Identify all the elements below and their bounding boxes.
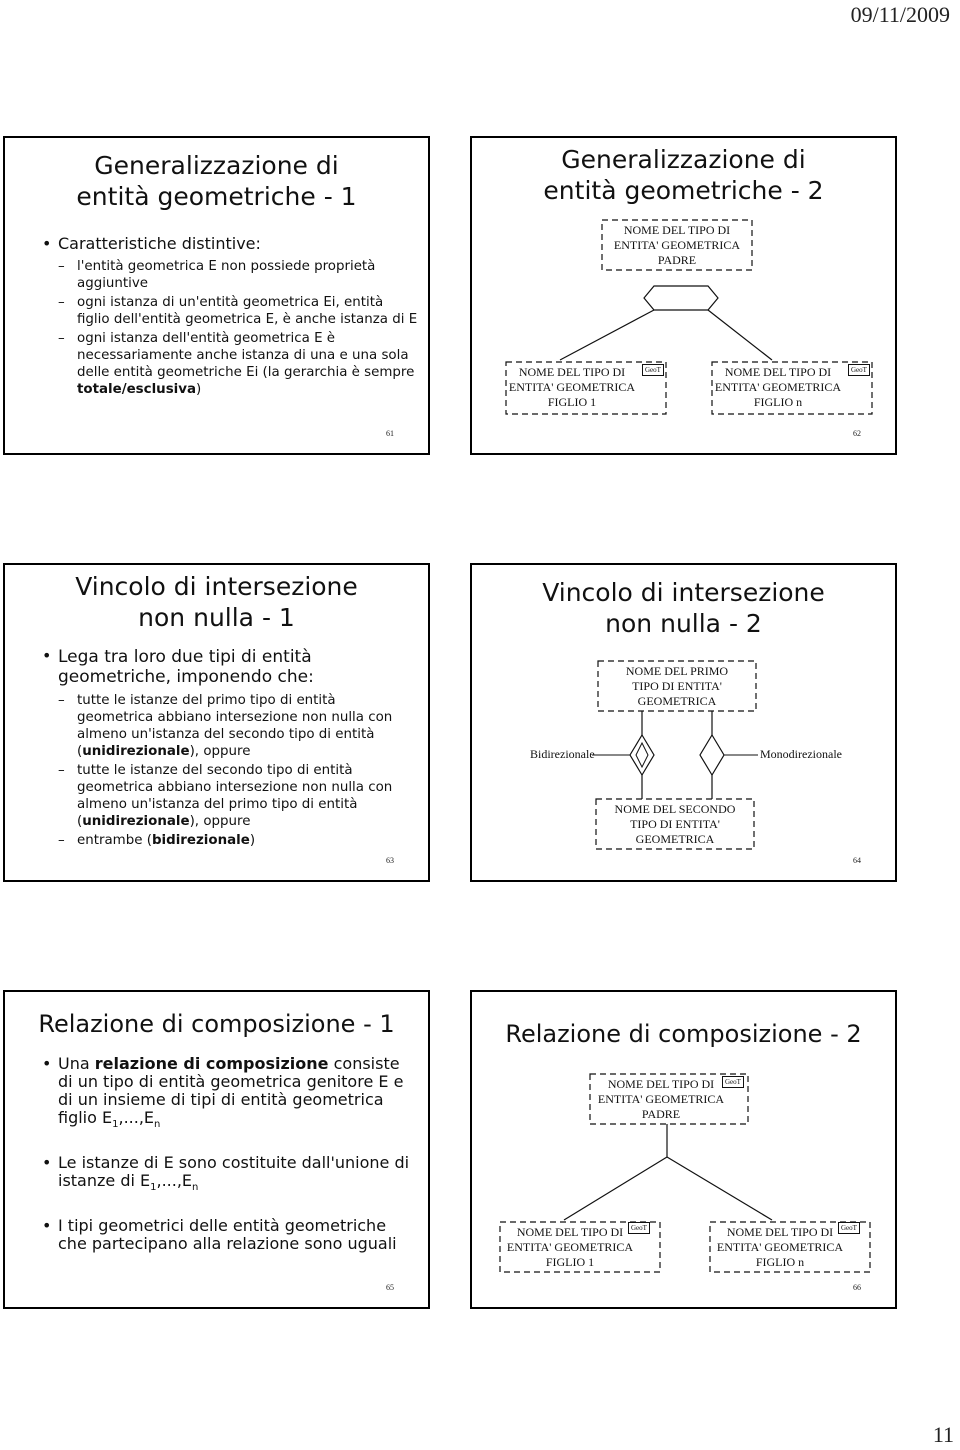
text-run: ) <box>196 382 202 397</box>
second-entity-label <box>596 802 754 847</box>
text-run: ) <box>249 833 256 848</box>
slide-number: 65 <box>386 1283 394 1292</box>
connector-line <box>560 310 654 360</box>
geot-icon: GeoT <box>642 364 664 376</box>
text-run: ), oppure <box>189 744 251 759</box>
slide-number: 63 <box>386 856 394 865</box>
label-line: ENTITA' GEOMETRICA <box>716 1240 844 1254</box>
slide-65 <box>3 990 430 1309</box>
text-run: tutte le istanze del secondo tipo di entità geometrica abbiano intersezione non nulla con almeno un'istanza del primo tipo di entità ( <box>77 763 393 829</box>
label-line: FIGLIO 1 <box>547 395 597 409</box>
slide-number: 61 <box>386 429 394 438</box>
label-line: NOME DEL TIPO DI <box>516 1225 624 1239</box>
sub-bullet-item: – l'entità geometrica E non possiede proprietà aggiuntive <box>58 258 419 292</box>
bullet-text: Lega tra loro due tipi di entità geometriche, imponendo che: <box>58 647 314 687</box>
label-line: NOME DEL SECONDO <box>614 802 736 816</box>
label-line: ENTITA' GEOMETRICA <box>613 238 741 252</box>
label-line: PADRE <box>657 253 697 267</box>
bidirectional-diamond <box>630 735 654 775</box>
label-line: ENTITA' GEOMETRICA <box>714 380 842 394</box>
text-run: ,...,E <box>156 1171 193 1191</box>
label-line: ENTITA' GEOMETRICA <box>597 1092 725 1106</box>
geot-icon: GeoT <box>838 1222 860 1234</box>
slide-title: Relazione di composizione - 2 <box>505 1020 862 1048</box>
connector-line <box>564 1157 667 1220</box>
title-line-1: Vincolo di intersezione <box>542 578 825 607</box>
slide-number: 66 <box>853 1283 861 1292</box>
label-line: GEOMETRICA <box>635 832 715 846</box>
bullet-list <box>39 647 409 849</box>
geot-icon: GeoT <box>848 364 870 376</box>
slide-66 <box>470 990 897 1309</box>
first-entity-label <box>598 664 756 709</box>
slide-title: Relazione di composizione - 1 <box>38 1010 395 1038</box>
sub-bullet-item <box>58 330 419 398</box>
text-run: Una <box>58 1054 95 1073</box>
subscript: n <box>192 1182 199 1194</box>
label-line: FIGLIO 1 <box>545 1255 595 1269</box>
label-line: TIPO DI ENTITA' <box>630 817 720 831</box>
label-line: NOME DEL TIPO DI <box>518 365 626 379</box>
emphasis: unidirezionale <box>82 744 190 759</box>
text-run: ), oppure <box>189 814 251 829</box>
title-line-2: entità geometriche - 2 <box>543 176 824 205</box>
monodirectional-label: Monodirezionale <box>760 747 842 761</box>
page-number: 11 <box>932 1422 954 1447</box>
sub-bullet-list <box>58 258 419 398</box>
slide-number: 64 <box>853 856 861 865</box>
text-run: consiste di un tipo di entità geometrica genitore E e di un insieme di tipi di entità geometrica figlio E <box>58 1054 404 1127</box>
title-line-1: Generalizzazione di <box>561 145 806 174</box>
label-line: FIGLIO n <box>755 1255 805 1269</box>
subscript: n <box>154 1119 161 1131</box>
subscript: 1 <box>112 1119 119 1131</box>
label-line: ENTITA' GEOMETRICA <box>506 1240 634 1254</box>
title-line-2: non nulla - 1 <box>138 603 295 632</box>
label-line: NOME DEL TIPO DI <box>726 1225 834 1239</box>
slide-64 <box>470 563 897 882</box>
slide-title <box>5 571 428 633</box>
print-date: 09/11/2009 <box>850 2 950 27</box>
slide-title <box>5 150 428 212</box>
bullet-list <box>39 235 419 398</box>
connector-line <box>708 310 772 360</box>
slide-number: 62 <box>853 429 861 438</box>
emphasis: unidirezionale <box>82 814 190 829</box>
slide-61 <box>3 136 430 455</box>
text-run: Le istanze di E sono costituite dall'unione di istanze di E <box>58 1153 410 1191</box>
sub-bullet-item <box>58 832 409 849</box>
text-run: tutte le istanze del primo tipo di entità geometrica abbiano intersezione non nulla con almeno un'istanza del secondo tipo di entità ( <box>77 693 393 759</box>
bullet-text: Caratteristiche distintive: <box>58 234 261 253</box>
generalization-hexagon <box>644 286 718 310</box>
bullet-list <box>39 1055 419 1253</box>
bullet-item: • I tipi geometrici delle entità geometriche che partecipano alla relazione sono uguali <box>39 1217 419 1253</box>
sub-bullet-item: – ogni istanza di un'entità geometrica Ei, entità figlio dell'entità geometrica E, è anche istanza di E <box>58 294 419 328</box>
child-1-entity-label <box>502 365 642 410</box>
sub-bullet-list <box>58 692 409 849</box>
emphasis: totale/esclusiva <box>77 382 197 397</box>
text-run: ogni istanza dell'entità geometrica E è necessariamente anche istanza di una e una sola delle entità geometriche Ei (la gerarchia è sempre <box>77 331 415 380</box>
label-line: NOME DEL TIPO DI <box>607 1077 715 1091</box>
label-line: NOME DEL TIPO DI <box>623 223 731 237</box>
monodirectional-diamond <box>700 735 724 775</box>
label-line: FIGLIO n <box>753 395 803 409</box>
slide-63 <box>3 563 430 882</box>
child-n-entity-label <box>708 365 848 410</box>
text-run: ,...,E <box>118 1108 155 1127</box>
parent-entity-label <box>586 1077 736 1122</box>
child-n-entity-label <box>710 1225 850 1270</box>
subscript: 1 <box>150 1182 157 1194</box>
label-line: TIPO DI ENTITA' <box>632 679 722 693</box>
geot-icon: GeoT <box>722 1076 744 1088</box>
title-line-2: entità geometriche - 1 <box>76 182 357 211</box>
label-line: NOME DEL PRIMO <box>625 664 729 678</box>
slide-62 <box>470 136 897 455</box>
sub-bullet-item <box>58 692 409 760</box>
bullet-item <box>39 1055 419 1134</box>
emphasis: bidirezionale <box>151 833 250 848</box>
emphasis: relazione di composizione <box>94 1054 329 1073</box>
bidirectional-label: Bidirezionale <box>530 747 595 761</box>
geot-icon: GeoT <box>628 1222 650 1234</box>
title-line-1: Generalizzazione di <box>94 151 339 180</box>
bullet-item <box>39 235 419 398</box>
bullet-item <box>39 1154 419 1197</box>
title-line-1: Vincolo di intersezione <box>75 572 358 601</box>
bullet-item <box>39 647 409 849</box>
title-line-2: non nulla - 2 <box>605 609 762 638</box>
label-line: PADRE <box>641 1107 681 1121</box>
text-run: entrambe ( <box>77 833 152 848</box>
label-line: GEOMETRICA <box>637 694 717 708</box>
child-1-entity-label <box>500 1225 640 1270</box>
sub-bullet-item <box>58 762 409 830</box>
parent-entity-label <box>602 223 752 268</box>
connector-line <box>667 1157 772 1220</box>
label-line: NOME DEL TIPO DI <box>724 365 832 379</box>
label-line: ENTITA' GEOMETRICA <box>508 380 636 394</box>
